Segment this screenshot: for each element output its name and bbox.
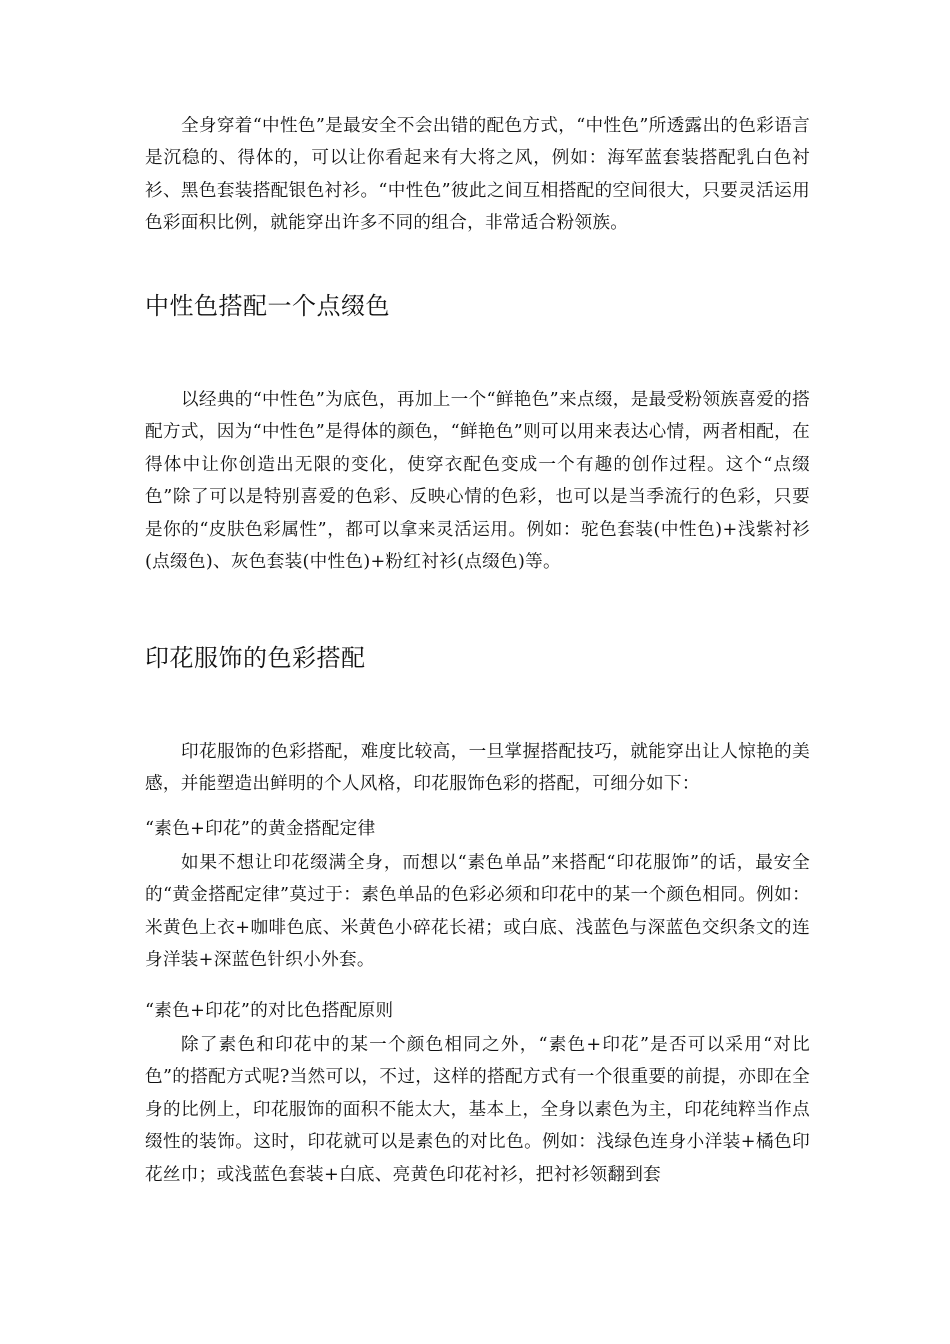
subheading-contrast-rule: “素色+印花”的对比色搭配原则 [145,1001,394,1021]
section-heading-print-clothing: 印花服饰的色彩搭配 [145,644,366,672]
paragraph-contrast-rule: 除了素色和印花中的某一个颜色相同之外，“素色+印花”是否可以采用“对比色”的搭配方式呢?当然可以，不过，这样的搭配方式有一个很重要的前提，亦即在全身的比例上，印花服饰的面积不能太大，基本上，全身以素色为主，印花纯粹当作点缀性的装饰。这时，印花就可以是素色的对比色。例如：浅绿色连身小洋装+橘色印花丝巾；或浅蓝色套装+白底、亮黄色印花衬衫，把衬衫领翻到套 [145,1035,810,1185]
section-paragraph-print-clothing: 印花服饰的色彩搭配，难度比较高，一旦掌握搭配技巧，就能穿出让人惊艳的美感，并能塑造出鲜明的个人风格，印花服饰色彩的搭配，可细分如下： [145,742,810,795]
section-heading-neutral-accent: 中性色搭配一个点缀色 [145,292,390,320]
subheading-golden-rule: “素色+印花”的黄金搭配定律 [145,819,376,839]
paragraph-golden-rule: 如果不想让印花缀满全身，而想以“素色单品”来搭配“印花服饰”的话，最安全的“黄金搭配定律”莫过于：素色单品的色彩必须和印花中的某一个颜色相同。例如：米黄色上衣+咖啡色底、米黄色小碎花长裙；或白底、浅蓝色与深蓝色交织条文的连身洋装+深蓝色针织小外套。 [145,853,810,971]
intro-paragraph: 全身穿着“中性色”是最安全不会出错的配色方式，“中性色”所透露出的色彩语言是沉稳的、得体的，可以让你看起来有大将之风，例如：海军蓝套装搭配乳白色衬衫、黑色套装搭配银色衬衫。“中性色”彼此之间互相搭配的空间很大，只要灵活运用色彩面积比例，就能穿出许多不同的组合，非常适合粉领族。 [145,116,810,234]
section-paragraph-neutral-accent: 以经典的“中性色”为底色，再加上一个“鲜艳色”来点缀，是最受粉领族喜爱的搭配方式，因为“中性色”是得体的颜色，“鲜艳色”则可以用来表达心情，两者相配，在得体中让你创造出无限的变化，使穿衣配色变成一个有趣的创作过程。这个“点缀色”除了可以是特别喜爱的色彩、反映心情的色彩，也可以是当季流行的色彩，只要是你的“皮肤色彩属性”，都可以拿来灵活运用。例如：驼色套装(中性色)+浅紫衬衫(点缀色)、灰色套装(中性色)+粉红衬衫(点缀色)等。 [145,390,810,573]
